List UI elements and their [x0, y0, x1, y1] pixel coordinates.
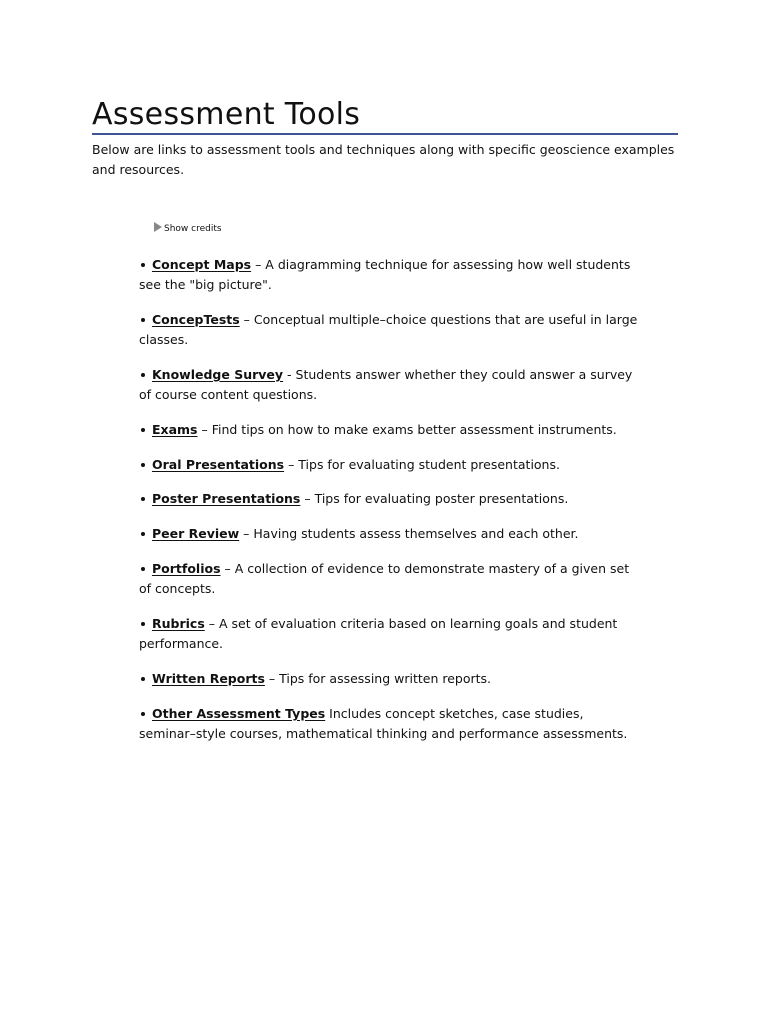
list-item — [139, 365, 639, 405]
link-knowledge-survey[interactable]: Knowledge Survey — [152, 367, 284, 382]
tool-description: – Tips for evaluating poster presentations. — [300, 491, 569, 506]
bullet-icon — [141, 532, 145, 536]
intro-paragraph: Below are links to assessment tools and techniques along with specific geoscience examples and resources. — [92, 142, 675, 177]
list-item — [139, 704, 639, 744]
list-item — [139, 310, 639, 350]
link-oral-presentations[interactable]: Oral Presentations — [152, 457, 285, 472]
link-exams[interactable]: Exams — [152, 422, 198, 437]
list-item — [139, 455, 639, 475]
bullet-icon — [141, 497, 145, 501]
tool-description: Includes concept sketches, case studies, seminar–style courses, mathematical thinking and performance assessments. — [139, 706, 628, 741]
tool-description: – A collection of evidence to demonstrate mastery of a given set of concepts. — [139, 561, 630, 596]
show-credits-toggle[interactable] — [154, 223, 222, 235]
tool-description: – Tips for evaluating student presentations. — [284, 457, 560, 472]
link-peer-review[interactable]: Peer Review — [152, 526, 240, 541]
link-rubrics[interactable]: Rubrics — [152, 616, 205, 631]
list-item — [139, 420, 639, 440]
disclosure-triangle-right-icon[interactable] — [154, 222, 162, 232]
list-item — [139, 255, 639, 295]
tool-description: – Tips for assessing written reports. — [264, 671, 492, 686]
bullet-icon — [141, 263, 145, 267]
tool-description: – Having students assess themselves and each other. — [239, 526, 579, 541]
bullet-icon — [141, 622, 145, 626]
page-title: Assessment Tools — [92, 97, 361, 132]
bullet-icon — [141, 677, 145, 681]
link-concept-maps[interactable]: Concept Maps — [152, 257, 252, 272]
list-item — [139, 614, 639, 654]
link-conceptests[interactable]: ConcepTests — [152, 312, 240, 327]
show-credits-label[interactable]: Show credits — [164, 224, 222, 234]
link-portfolios[interactable]: Portfolios — [152, 561, 221, 576]
tool-description: - Students answer whether they could answer a survey of course content questions. — [139, 367, 633, 402]
bullet-icon — [141, 318, 145, 322]
link-written-reports[interactable]: Written Reports — [152, 671, 265, 686]
tool-description: – Conceptual multiple–choice questions that are useful in large classes. — [139, 312, 638, 347]
assessment-tool-list — [139, 255, 639, 744]
list-item — [139, 559, 639, 599]
bullet-icon — [141, 712, 145, 716]
tool-description: – Find tips on how to make exams better assessment instruments. — [197, 422, 617, 437]
bullet-icon — [141, 567, 145, 571]
link-poster-presentations[interactable]: Poster Presentations — [152, 491, 301, 506]
page-content — [92, 96, 678, 741]
list-item — [139, 669, 639, 689]
bullet-icon — [141, 428, 145, 432]
bullet-icon — [141, 373, 145, 377]
tool-description: – A diagramming technique for assessing how well students see the "big picture". — [139, 257, 631, 292]
tool-description: – A set of evaluation criteria based on learning goals and student performance. — [139, 616, 618, 651]
bullet-icon — [141, 463, 145, 467]
link-other-assessment-types[interactable]: Other Assessment Types — [152, 706, 326, 721]
list-item — [139, 524, 639, 544]
list-item — [139, 489, 639, 509]
